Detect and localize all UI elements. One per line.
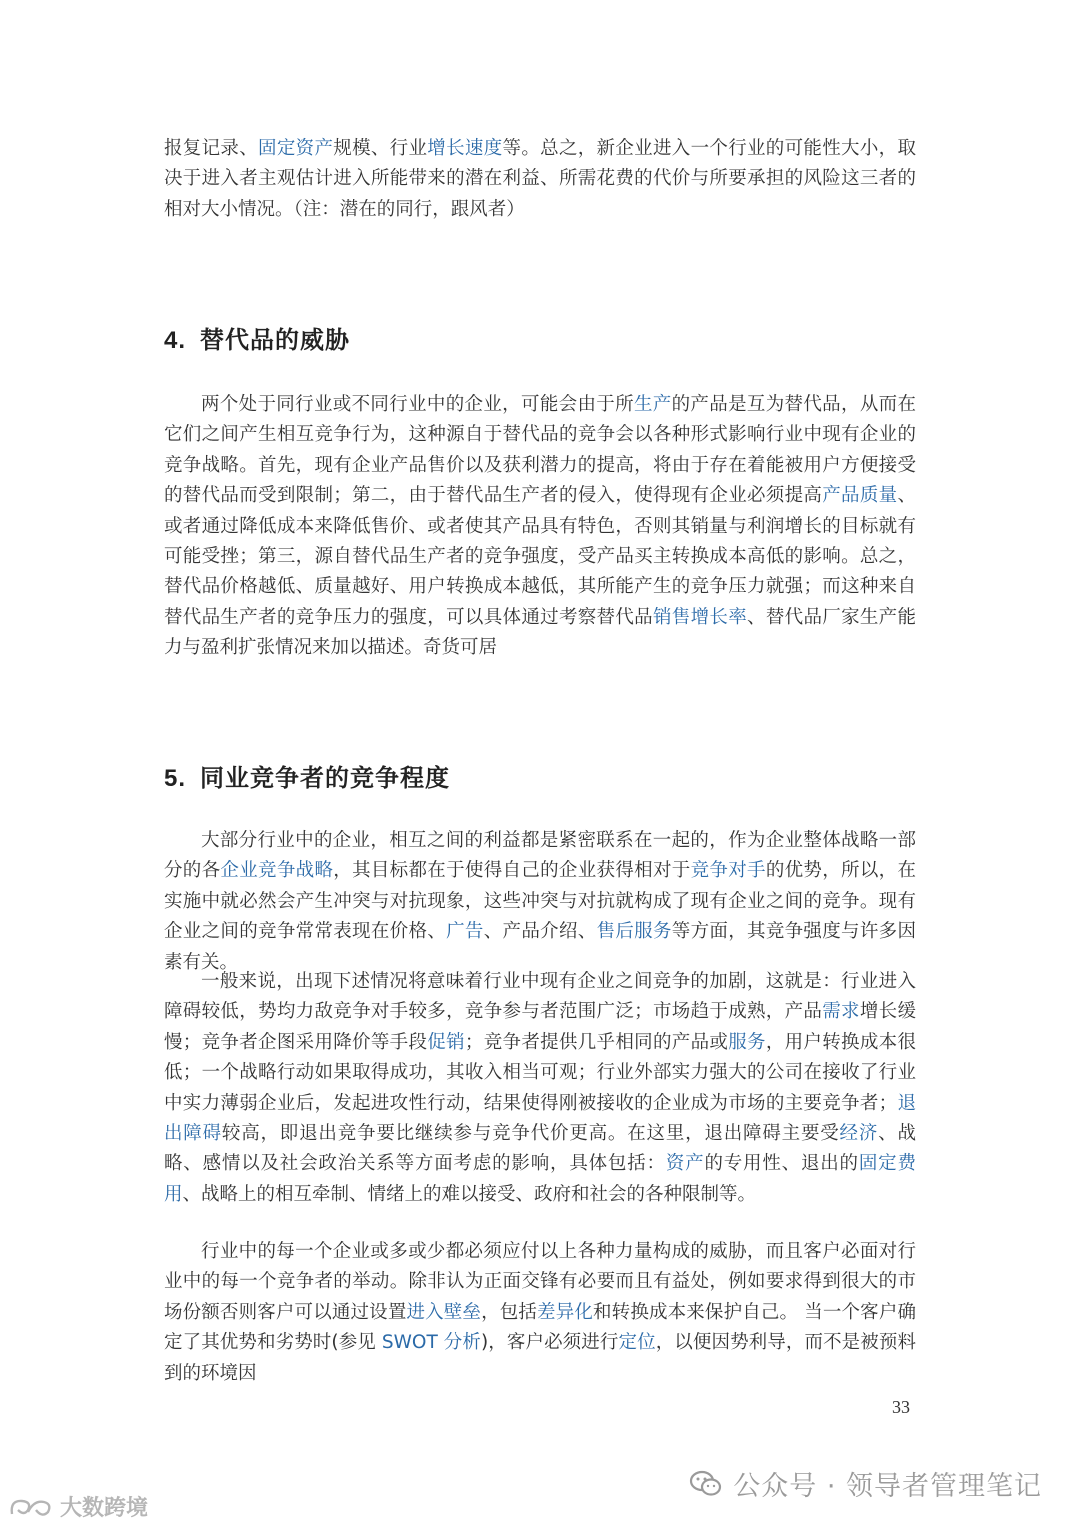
text-run: 较高，即退出竞争要比继续参与竞争代价更高。在这里，退出障碍主要受 xyxy=(221,1123,840,1145)
text-run: ，以便因势利导，而不是被预料到的环境因 xyxy=(164,1332,916,1384)
text-run: 、替代品厂家生产能力与盈利扩张情况来加以描述。奇货可居 xyxy=(164,606,916,659)
hyperlink[interactable]: 需求 xyxy=(822,1001,860,1023)
hyperlink[interactable]: 资产 xyxy=(665,1153,705,1175)
hyperlink[interactable]: 促销 xyxy=(427,1031,465,1053)
page-number: 33 xyxy=(892,1397,910,1417)
text-run: 行业中的每一个企业或多或少都必须应付以上各种力量构成的威胁，而且客户必面对行业中的每一个竞争者的举动。除非认为正面交锋有必要而且有益处，例如要求得到很大的市场份额否则客户可以通过设置 xyxy=(164,1241,916,1323)
text-run: 的产品是互为替代品，从而在它们之间产生相互竞争行为，这种源自于替代品的竞争会以各种形式影响行业中现有企业的竞争战略。首先，现有企业产品售价以及获利潜力的提高，将由于存在着能被用户方便接受的替代品而受到限制；第二，由于替代品生产者的侵入，使得现有企业必须提高 xyxy=(164,394,916,507)
text-run: )，客户必须进行 xyxy=(480,1332,619,1354)
watermark-brand-text: 大数跨境 xyxy=(60,1496,149,1521)
text-run: ，用户转换成本很低；一个战略行动如果取得成功，其收入相当可观；行业外部实力强大的公司在接收了行业中实力薄弱企业后，发起进攻性行动，结果使得刚被接收的企业成为市场的主要竞争者； xyxy=(164,1031,916,1114)
section-4-number: 4. xyxy=(164,327,187,354)
text-run: 规模、行业 xyxy=(333,138,428,159)
hyperlink[interactable]: 定位 xyxy=(618,1332,656,1354)
section-5-paragraph-1 xyxy=(164,826,916,978)
hyperlink[interactable]: 经济 xyxy=(839,1123,879,1145)
text-run: 等方面，其竞争强度与许多因素有关。 xyxy=(164,921,916,973)
hyperlink[interactable]: 广告 xyxy=(446,921,484,943)
text-run: 一般来说，出现下述情况将意味着行业中现有企业之间竞争的加剧，这就是：行业进入障碍较低，势均力敌竞争对手较多，竞争参与者范围广泛；市场趋于成熟，产品 xyxy=(164,971,916,1023)
watermark-brand xyxy=(8,1491,148,1522)
hyperlink[interactable]: 固定费用 xyxy=(164,1153,916,1205)
text-run: 报复记录、 xyxy=(164,138,259,159)
text-run: 等。总之，新企业进入一个行业的可能性大小，取决于进入者主观估计进入所能带来的潜在利益、所需花费的代价与所要承担的风险这三者的相对大小情况。（注：潜在的同行，跟风者） xyxy=(164,138,916,220)
hyperlink[interactable]: 增长速度 xyxy=(427,138,503,159)
hyperlink[interactable]: 售后服务 xyxy=(596,921,672,943)
text-run: 大部分行业中的企业，相互之间的利益都是紧密联系在一起的，作为企业整体战略一部分的各 xyxy=(164,830,916,882)
text-run: 、或者通过降低成本来降低售价、或者使其产品具有特色，否则其销量与利润增长的目标就有可能受挫；第三，源自替代品生产者的竞争强度，受产品买主转换成本高低的影响。总之，替代品价格越低、质量越好、用户转换成本越低，其所能产生的竞争压力就强；而这种来自替代品生产者的竞争压力的强度，可以具体通过考察替代品 xyxy=(164,485,916,628)
section-5-paragraph-3 xyxy=(164,1237,916,1389)
text-run: 增长缓慢；竞争者企图采用降价等手段 xyxy=(164,1001,916,1053)
hyperlink[interactable]: 退出障碍 xyxy=(164,1092,916,1145)
section-4-paragraph xyxy=(164,390,916,664)
text-run: 、战略、感情以及社会政治关系等方面考虑的影响，具体包括： xyxy=(164,1123,916,1175)
text-run: 、战略上的相互牵制、情绪上的难以接受、政府和社会的各种限制等。 xyxy=(182,1183,757,1205)
wechat-icon xyxy=(689,1469,723,1499)
hyperlink[interactable]: 固定资产 xyxy=(258,138,334,159)
text-run: 的优势，所以，在实施中就必然会产生冲突与对抗现象，这些冲突与对抗就构成了现有企业之间的竞争。现有企业之间的竞争常常表现在价格、 xyxy=(164,860,916,943)
text-run: 和转换成本来保护自己。 当一个客户确定了其优势和劣势时(参见 xyxy=(164,1301,916,1354)
hyperlink[interactable]: 生产 xyxy=(633,394,672,415)
hyperlink[interactable]: 差异化 xyxy=(537,1301,594,1323)
hyperlink[interactable]: 企业竞争战略 xyxy=(220,860,334,882)
text-run: ，包括 xyxy=(481,1301,538,1323)
hyperlink[interactable]: SWOT 分析 xyxy=(381,1332,481,1354)
paragraph-intro xyxy=(164,134,916,225)
section-5-paragraph-2 xyxy=(164,967,916,1210)
watermark-wechat xyxy=(689,1464,1042,1503)
text-run: ，其目标都在于使得自己的企业获得相对于 xyxy=(333,860,691,882)
section-5-heading xyxy=(164,758,450,793)
brand-logo-icon xyxy=(8,1496,54,1518)
hyperlink[interactable]: 进入壁垒 xyxy=(406,1301,482,1323)
hyperlink[interactable]: 销售增长率 xyxy=(652,606,748,628)
text-run: 两个处于同行业或不同行业中的企业，可能会由于所 xyxy=(201,394,634,415)
hyperlink[interactable]: 竞争对手 xyxy=(690,860,766,882)
text-run: ；竞争者提供几乎相同的产品或 xyxy=(464,1031,729,1053)
section-4-heading xyxy=(164,320,350,355)
section-5-number: 5. xyxy=(164,765,187,792)
text-run: 、产品介绍、 xyxy=(483,921,597,943)
text-run: 的专用性、退出的 xyxy=(704,1153,859,1175)
section-4-title: 替代品的威胁 xyxy=(200,326,351,354)
hyperlink[interactable]: 产品质量 xyxy=(822,485,898,507)
section-5-title: 同业竞争者的竞争程度 xyxy=(200,764,451,792)
watermark-wechat-text: 公众号 · 领导者管理笔记 xyxy=(733,1471,1042,1502)
hyperlink[interactable]: 服务 xyxy=(728,1031,766,1053)
